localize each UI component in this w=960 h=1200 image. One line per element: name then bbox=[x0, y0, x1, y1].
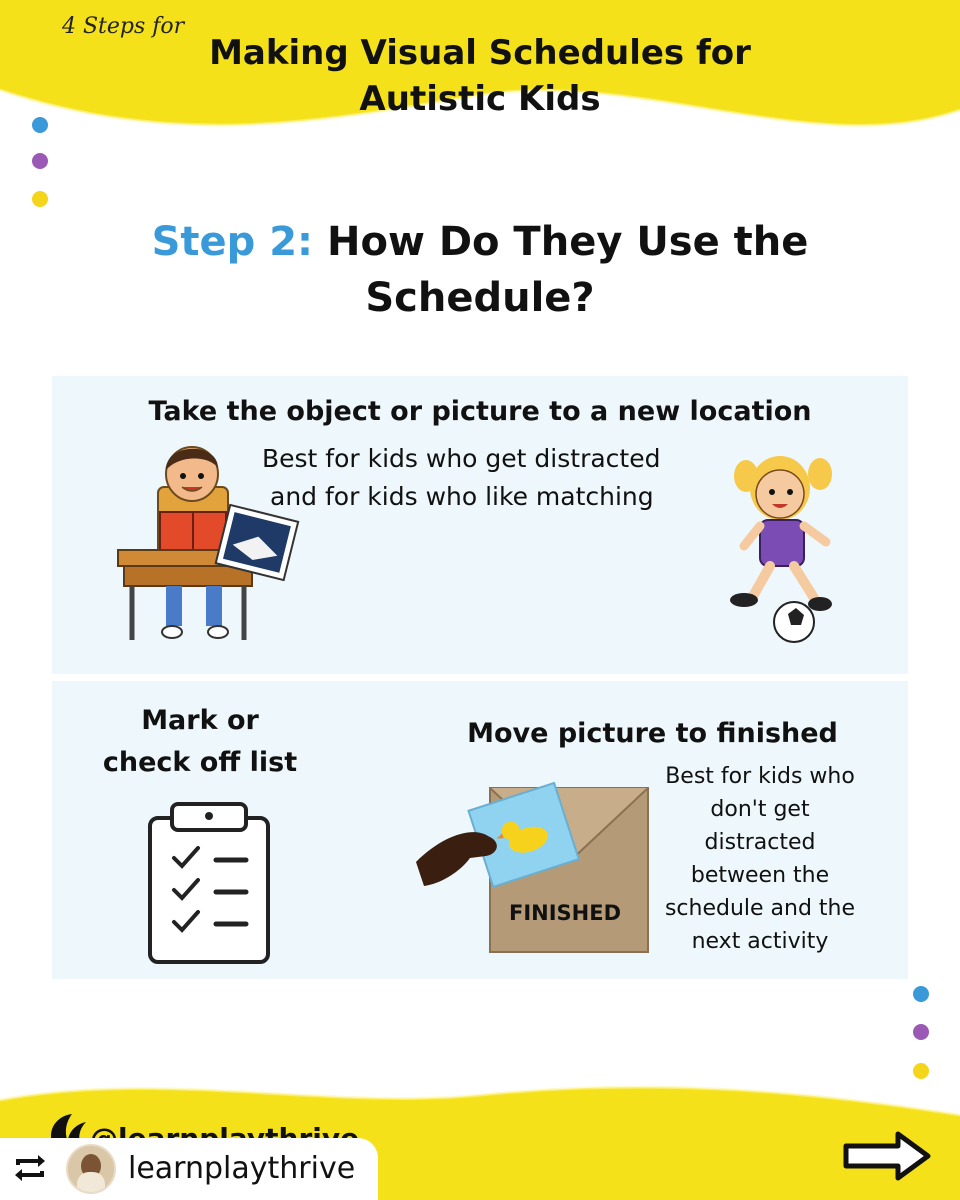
desc-line: distracted bbox=[704, 830, 816, 855]
page-title-line-1: Making Visual Schedules for bbox=[209, 33, 751, 73]
step-label: Step 2: bbox=[151, 219, 314, 265]
step-title-line-2: Schedule? bbox=[365, 275, 595, 321]
decor-dot-blue bbox=[913, 986, 929, 1002]
desc-line: don't get bbox=[710, 797, 810, 822]
repost-icon[interactable] bbox=[12, 1153, 48, 1183]
avatar[interactable] bbox=[66, 1144, 116, 1194]
decor-dot-purple bbox=[913, 1024, 929, 1040]
header-handwritten-label: 4 Steps for bbox=[62, 14, 185, 39]
page-title bbox=[0, 30, 960, 122]
next-arrow-icon[interactable] bbox=[842, 1130, 932, 1182]
desc-line: next activity bbox=[691, 929, 829, 954]
section-desc-move-to-finished bbox=[650, 760, 870, 958]
repost-username[interactable]: learnplaythrive bbox=[128, 1151, 356, 1186]
section-title-move-to-finished: Move picture to finished bbox=[467, 718, 838, 749]
step-heading bbox=[0, 214, 960, 326]
page-title-line-2: Autistic Kids bbox=[359, 79, 601, 119]
desc-line: Best for kids who bbox=[665, 764, 855, 789]
decor-dot-purple bbox=[32, 153, 48, 169]
envelope-finished-label: FINISHED bbox=[508, 901, 622, 925]
section-desc-new-location bbox=[262, 440, 722, 516]
decor-dot-blue bbox=[32, 117, 48, 133]
girl-soccer-illustration bbox=[722, 448, 847, 648]
clipboard-checklist-icon bbox=[146, 796, 274, 968]
section-title-check-off-line-2: check off list bbox=[102, 747, 298, 778]
envelope-finished-illustration bbox=[412, 776, 657, 956]
section-title-check-off-line-1: Mark or bbox=[141, 705, 259, 736]
boy-reading-illustration bbox=[110, 432, 300, 642]
section-title-new-location: Take the object or picture to a new location bbox=[148, 396, 812, 427]
desc-line: schedule and the bbox=[664, 896, 856, 921]
decor-dot-yellow bbox=[32, 191, 48, 207]
desc-line: between the bbox=[690, 863, 830, 888]
section-desc-line-2: and for kids who like matching bbox=[270, 482, 654, 511]
step-title: How Do They Use the bbox=[326, 219, 809, 265]
section-desc-line-1: Best for kids who get distracted bbox=[262, 444, 661, 473]
section-title-check-off bbox=[90, 700, 310, 784]
